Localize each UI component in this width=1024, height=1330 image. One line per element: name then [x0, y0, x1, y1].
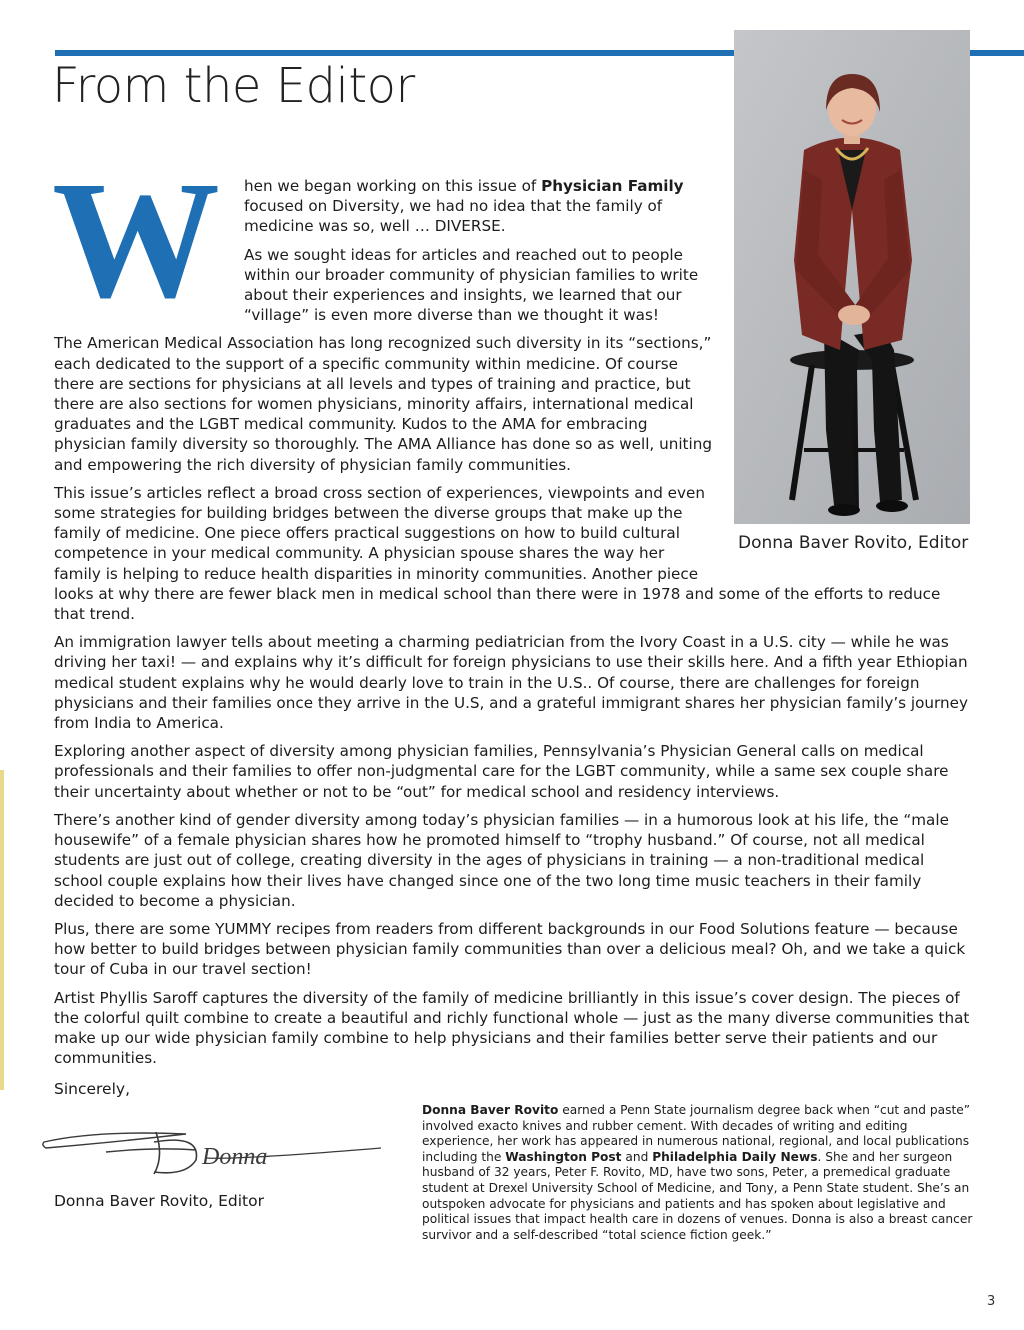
paragraph-4: This issue’s articles reflect a broad cross section of experiences, viewpoints and even some strategies for building bridges between the diverse groups that make up the family of medicine. One piece offers practical suggestions on how to build cultural competence in your medical community. A physician spouse shares the way her family is helping to reduce health disparities in minority communities. Another piece looks at why there are fewer black men in medical school than there were in 1978 and some of the efforts to reduce that trend. — [54, 483, 941, 624]
drop-cap-letter: W — [54, 166, 220, 306]
page-edge-strip — [0, 770, 4, 1090]
bio-publication-2: Philadelphia Daily News — [652, 1149, 818, 1164]
photo-wrap-space — [712, 176, 974, 576]
bio-name: Donna Baver Rovito — [422, 1103, 559, 1117]
bio-text-3: . She and her surgeon husband of 32 years, Peter F. Rovito, MD, have two sons, Peter, a premedical graduate student at Drexel University School of Medicine, and Tony, a Penn State student. She’s an outspoken advocate for physicians and patients and has spoken about legislative and political issues that impact health care in dozens of venues. Donna is also a breast cancer survivor and a self-described “total science fiction geek.” — [422, 1149, 973, 1242]
bio-text-2: and — [621, 1149, 653, 1164]
author-bio — [422, 1103, 978, 1243]
paragraph-7: There’s another kind of gender diversity among today’s physician families — in a humorous look at his life, the “male housewife” of a female physician shares how he promoted himself to “trophy husband.” Of course, not all medical students are just out of college, creating diversity in the ages of physicians in training — a non-traditional medical school couple explains how their lives have changed since one of the two long time music teachers in their family decided to become a physician. — [54, 810, 949, 910]
bio-publication-1: Washington Post — [505, 1149, 622, 1164]
page-title: From the Editor — [52, 58, 415, 114]
paragraph-6: Exploring another aspect of diversity among physician families, Pennsylvania’s Physician General calls on medical professionals and their families to offer non-judgmental care for the LGBT community, while a same sex couple share their uncertainty about whether or not to be “out” for medical school and residency interviews. — [54, 742, 949, 801]
signature-image — [36, 1112, 386, 1182]
bio-text-1: earned a Penn State journalism degree back when “cut and paste” involved exacto knives and rubber cement. With decades of writing and editing experience, her work has appeared in numerous national, regional, and local publications including the — [422, 1103, 971, 1164]
paragraph-8: Plus, there are some YUMMY recipes from readers from different backgrounds in our Food Solutions feature — because how better to build bridges between physician family communities than over a delicious meal? Oh, and we take a quick tour of Cuba in our travel section! — [54, 919, 966, 979]
closing: Sincerely, — [54, 1080, 131, 1098]
paragraph-2: As we sought ideas for articles and reached out to people within our broader community of physician families to write about their experiences and insights, we learned that our “village” is even more diverse than we thought it was! — [244, 245, 699, 325]
publication-name: Physician Family — [541, 177, 684, 195]
p1-end: focused on Diversity, we had no idea that the family of medicine was so, well … DIVERSE. — [244, 197, 663, 236]
paragraph-9: Artist Phyllis Saroff captures the diversity of the family of medicine brilliantly in this issue’s cover design. The pieces of the colorful quilt combine to create a beautiful and richly functional whole — just as the many diverse communities that make up our wide physician family combine to help physicians and their families better serve their patients and our communities. — [54, 988, 970, 1068]
page-number: 3 — [987, 1294, 996, 1309]
drop-cap — [54, 166, 244, 306]
article-body — [54, 166, 974, 1076]
signature-text: Donna — [202, 1144, 268, 1170]
signoff-name: Donna Baver Rovito, Editor — [54, 1192, 264, 1210]
signature — [36, 1112, 386, 1182]
paragraph-5: An immigration lawyer tells about meeting a charming pediatrician from the Ivory Coast in a U.S. city — while he was driving her taxi! — and explains why it’s difficult for foreign physicians to use their skills here. And a fifth year Ethiopian medical student explains why he would dearly love to train in the U.S.. Of course, there are challenges for foreign physicians and their families once they arrive in the U.S, and a grateful immigrant shares her physician family’s journey from India to America. — [54, 633, 968, 733]
photo-caption: Donna Baver Rovito, Editor — [738, 533, 969, 553]
paragraph-3: The American Medical Association has long recognized such diversity in its “sections,” each dedicated to the support of a specific community within medicine. Of course there are sections for physicians at all levels and types of training and practice, but there are also sections for women physicians, minority affairs, international medical graduates and the LGBT medical community. Kudos to the AMA for embracing physician family diversity so thoroughly. The AMA Alliance has done so as well, uniting and empowering the rich diversity of physician family communities. — [54, 334, 712, 474]
p1-start: hen we began working on this issue of — [244, 177, 542, 195]
